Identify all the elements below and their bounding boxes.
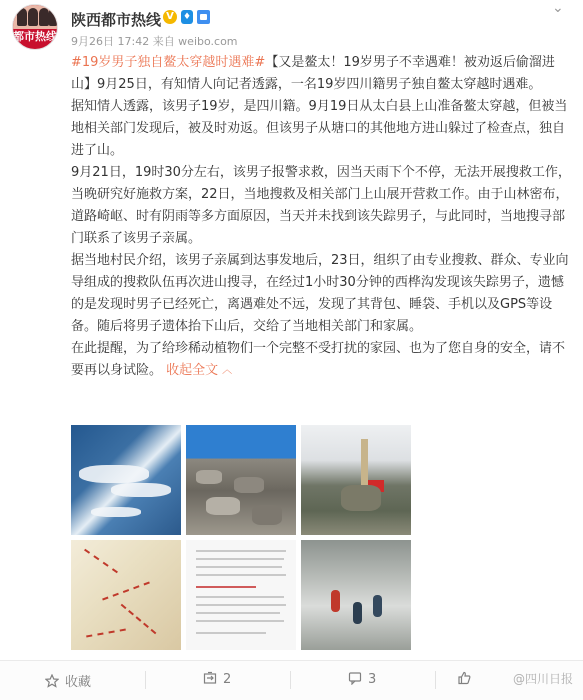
collapse-text-link[interactable]: 收起全文: [166, 363, 219, 378]
chevron-up-icon[interactable]: ︿: [222, 365, 233, 376]
avatar-logo-text: 都市热线: [13, 30, 57, 43]
photo-hikers-snow[interactable]: [301, 540, 411, 650]
divider: [290, 671, 291, 689]
comment-icon: [348, 671, 362, 685]
paragraph-1: [71, 52, 571, 96]
hashtag-link[interactable]: #19岁男子独自鳌太穿越时遇难#: [71, 55, 266, 70]
photo-summit-marker[interactable]: [301, 425, 411, 535]
paragraph-3: 9月21日，19时30分左右，该男子报警求救，因当天雨下个不停，无法开展搜救工作，当晚研究好施救方案，22日，当地搜救及相关部门上山展开营救工作。由于山林密布，道路崎岖、时有阴雨等多方面原因，当天并未找到该失踪男子，与此同时，当地搜寻部门联系了该男子亲属。: [71, 165, 571, 246]
post-content: [71, 52, 571, 382]
photo-rocky-slope[interactable]: [186, 425, 296, 535]
thumbs-up-icon: [457, 671, 471, 685]
account-name[interactable]: 陕西都市热线: [71, 11, 162, 29]
verified-icon: V: [163, 10, 177, 24]
chevron-down-icon[interactable]: ⌄: [552, 0, 564, 16]
photo-mountain-aerial[interactable]: [71, 425, 181, 535]
paragraph-1-text: 【又是鳌太！19岁男子不幸遇难！被劝返后偷溜进山】9月25日，有知情人向记者透露，一名19岁四川籍男子独自鳌太穿越时遇难。: [71, 55, 555, 92]
like-button[interactable]: [457, 671, 477, 687]
divider: [435, 671, 436, 689]
paragraph-5-text: 在此提醒，为了给珍稀动植物们一个完整不受打扰的家园、也为了您自身的安全，请不要再以身试险。: [71, 341, 566, 378]
post-meta: 9月26日 17:42 来自 weibo.com: [71, 35, 238, 48]
repost-count: 2: [223, 672, 232, 687]
repost-icon: [203, 671, 217, 685]
favorite-label: 收藏: [65, 675, 92, 690]
comment-count: 3: [368, 672, 377, 687]
favorite-button[interactable]: [45, 671, 91, 690]
paragraph-5: [71, 338, 571, 382]
star-icon: [45, 674, 59, 688]
post-header: [0, 0, 583, 58]
avatar-photo: [13, 5, 57, 29]
repost-button[interactable]: [203, 671, 231, 687]
action-bar: [0, 660, 583, 700]
comment-button[interactable]: [348, 671, 376, 687]
card-icon: [197, 10, 210, 24]
member-icon: ♦: [182, 12, 192, 22]
divider: [145, 671, 146, 689]
avatar[interactable]: [12, 4, 58, 50]
watermark: @四川日报: [512, 672, 573, 686]
photo-route-map[interactable]: [71, 540, 181, 650]
paragraph-2: 据知情人透露，该男子19岁，是四川籍。9月19日从太白县上山准备鳌太穿越，但被当地相关部门发现后，被及时劝返。但该男子从塘口的其他地方进山躲过了检查点，独自进了山。: [71, 99, 568, 158]
photo-text-document[interactable]: [186, 540, 296, 650]
paragraph-4: 据当地村民介绍，该男子亲属到达事发地后，23日，组织了由专业搜救、群众、专业向导组成的搜救队伍再次进山搜寻，在经过1小时30分钟的西桦沟发现该失踪男子，遗憾的是发现时男子已经死亡，离遇难处不远，发现了其背包、睡袋、手机以及GPS等设备。随后将男子遗体抬下山后，交给了当地相关部门和家属。: [71, 253, 569, 334]
